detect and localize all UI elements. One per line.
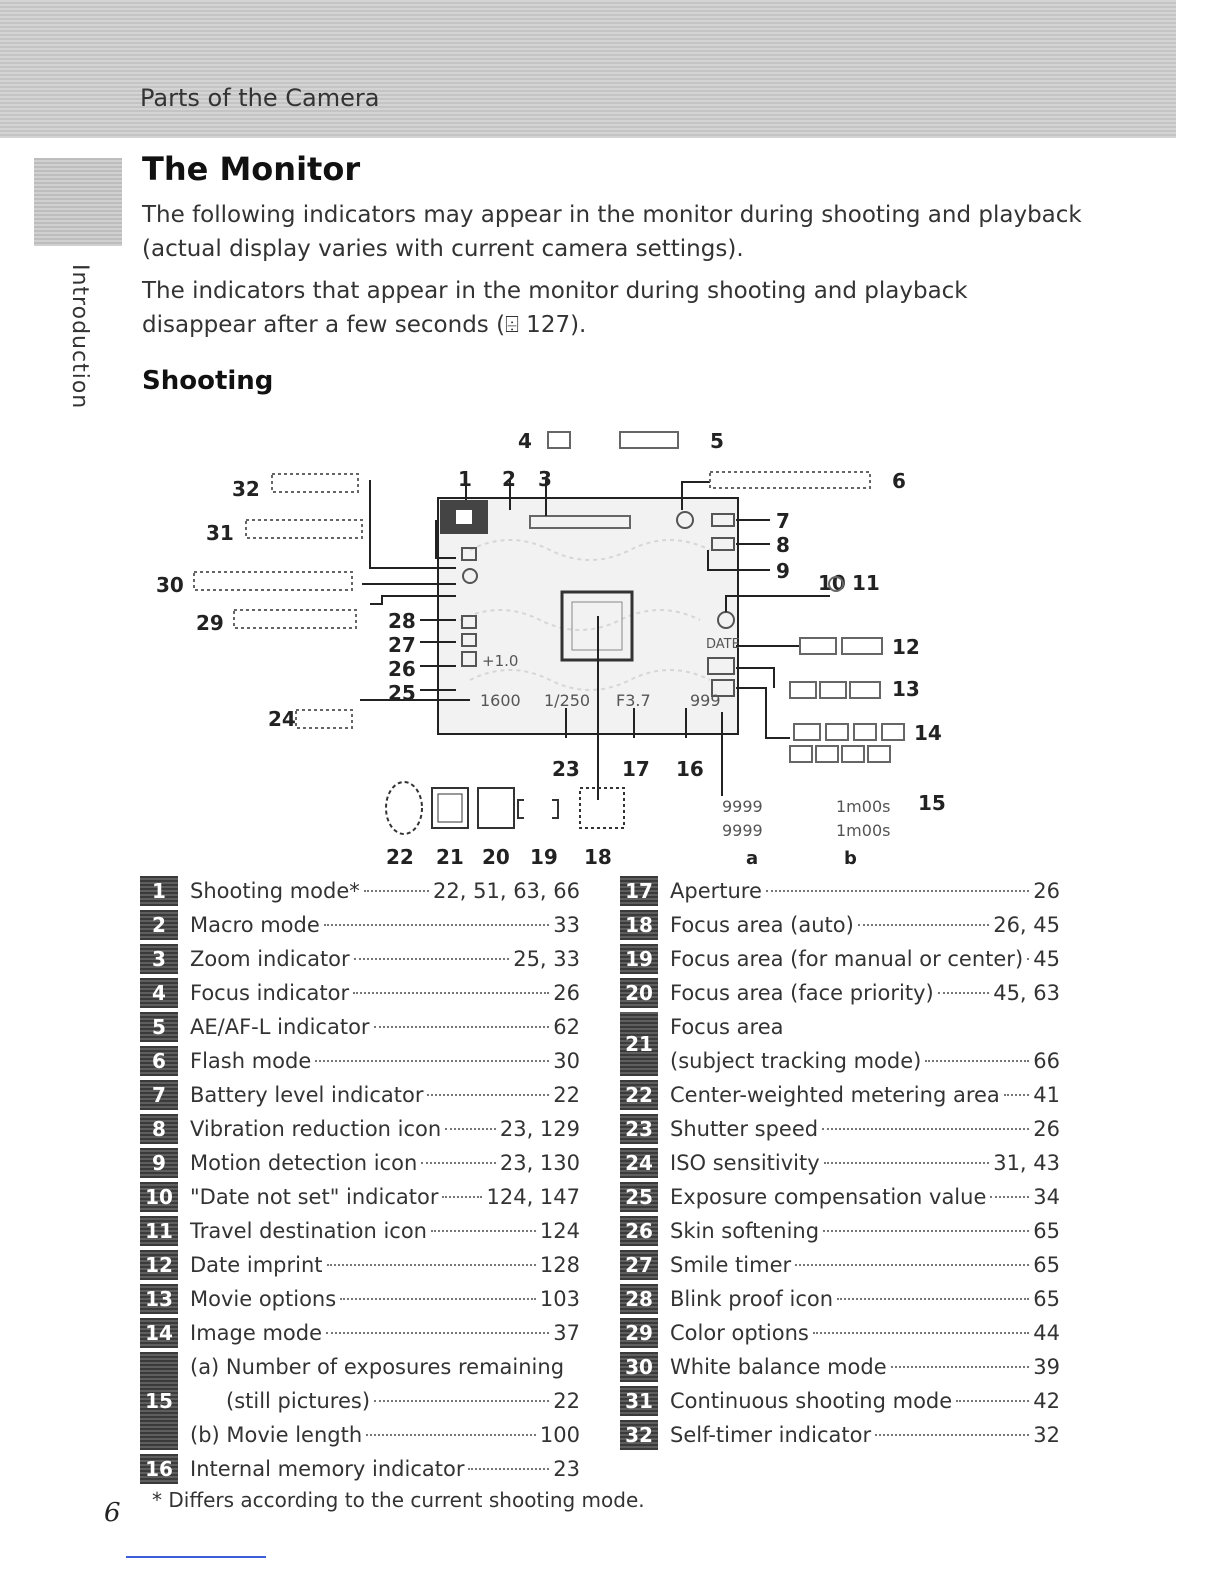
- legend-item-26: [620, 1214, 1060, 1248]
- legend-badge: 24: [620, 1148, 658, 1178]
- legend-item-13: [140, 1282, 580, 1316]
- legend-badge: 1: [140, 876, 178, 906]
- legend-item-29: [620, 1316, 1060, 1350]
- callout-28: 28: [388, 609, 416, 633]
- legend-badge: 30: [620, 1352, 658, 1382]
- legend-item-21: [620, 1010, 1060, 1078]
- legend-label: Shutter speed: [670, 1117, 819, 1141]
- exp-comp-readout: +1.0: [482, 652, 519, 670]
- legend-badge: 28: [620, 1284, 658, 1314]
- callout-7: 7: [776, 509, 790, 533]
- legend-pages: 45, 63: [993, 981, 1060, 1005]
- callout-8: 8: [776, 533, 790, 557]
- callout-10: 10: [818, 571, 846, 595]
- face-priority-area-icon: [478, 788, 514, 828]
- callout-29: 29: [196, 611, 224, 635]
- legend-label: Vibration reduction icon: [190, 1117, 442, 1141]
- legend-pages: 41: [1033, 1083, 1060, 1107]
- legend-label: Motion detection icon: [190, 1151, 418, 1175]
- legend-badge: 11: [140, 1216, 178, 1246]
- callout-23: 23: [552, 757, 580, 781]
- callout-18: 18: [584, 845, 612, 869]
- legend-badge: 3: [140, 944, 178, 974]
- legend-badge: 31: [620, 1386, 658, 1416]
- legend-label: Center-weighted metering area: [670, 1083, 1000, 1107]
- legend-item-2: [140, 908, 580, 942]
- legend-label: Battery level indicator: [190, 1083, 424, 1107]
- movie-b-readout: 1m00s: [836, 821, 891, 840]
- legend-item-28: [620, 1282, 1060, 1316]
- callout-31: 31: [206, 521, 234, 545]
- label-b: b: [844, 848, 857, 869]
- legend-badge: 22: [620, 1080, 658, 1110]
- legend-15a-line1: (a) Number of exposures remaining: [190, 1355, 565, 1379]
- auto-focus-area-icon: [580, 788, 624, 828]
- callout-11: 11: [852, 571, 880, 595]
- legend-badge: 20: [620, 978, 658, 1008]
- legend-label: Aperture: [670, 879, 762, 903]
- callout-26: 26: [388, 657, 416, 681]
- callout-27: 27: [388, 633, 416, 657]
- legend-pages: 26: [553, 981, 580, 1005]
- exposures-a-readout: 9999: [722, 797, 763, 816]
- legend-label: Date imprint: [190, 1253, 323, 1277]
- legend-label: Travel destination icon: [190, 1219, 427, 1243]
- legend-pages: 124: [539, 1219, 580, 1243]
- legend-item-15: [140, 1350, 580, 1452]
- legend-label: Zoom indicator: [190, 947, 350, 971]
- legend-pages: 65: [1033, 1253, 1060, 1277]
- legend-item-32: [620, 1418, 1060, 1452]
- callout-30: 30: [156, 573, 184, 597]
- callout-1: 1: [458, 467, 472, 491]
- legend-item-25: [620, 1180, 1060, 1214]
- legend-pages: 37: [553, 1321, 580, 1345]
- legend-badge: 16: [140, 1454, 178, 1484]
- callout-25: 25: [388, 681, 416, 705]
- legend-pages: 65: [1033, 1219, 1060, 1243]
- legend-badge: 10: [140, 1182, 178, 1212]
- legend-pages: 65: [1033, 1287, 1060, 1311]
- callout-17: 17: [622, 757, 650, 781]
- manual-focus-area-icon: [518, 800, 558, 818]
- movie-a-readout: 1m00s: [836, 797, 891, 816]
- legend-item-31: [620, 1384, 1060, 1418]
- legend-badge: 29: [620, 1318, 658, 1348]
- exposures-readout: 999: [690, 691, 721, 710]
- legend-badge: 25: [620, 1182, 658, 1212]
- legend-badge: 6: [140, 1046, 178, 1076]
- legend-pages: 22, 51, 63, 66: [433, 879, 580, 903]
- legend-item-18: [620, 908, 1060, 942]
- legend-pages: 26, 45: [993, 913, 1060, 937]
- legend-pages: 33: [553, 913, 580, 937]
- monitor-diagram: [0, 420, 1224, 872]
- callout-3: 3: [538, 467, 552, 491]
- legend-badge: 5: [140, 1012, 178, 1042]
- legend-pages: 26: [1033, 1117, 1060, 1141]
- legend-15a-line2: (still pictures): [226, 1389, 371, 1413]
- callout-16: 16: [676, 757, 704, 781]
- legend-badge: 19: [620, 944, 658, 974]
- legend-item-14: [140, 1316, 580, 1350]
- legend-label: Movie options: [190, 1287, 337, 1311]
- callout-24: 24: [268, 707, 296, 731]
- callout-5: 5: [710, 429, 724, 453]
- intro-paragraph-2: The indicators that appear in the monitor during shooting and playback disappear after a few seconds (⌹ 127).: [142, 278, 968, 338]
- callout-9: 9: [776, 559, 790, 583]
- legend-label: ISO sensitivity: [670, 1151, 820, 1175]
- label-a: a: [746, 848, 759, 869]
- legend-item-27: [620, 1248, 1060, 1282]
- legend-label: "Date not set" indicator: [190, 1185, 439, 1209]
- legend-item-20: [620, 976, 1060, 1010]
- legend-label: Shooting mode*: [190, 879, 360, 903]
- legend-label: Smile timer: [670, 1253, 792, 1277]
- legend-item-17: [620, 874, 1060, 908]
- legend-pages: 124, 147: [486, 1185, 580, 1209]
- legend-15a-pages: 22: [553, 1389, 580, 1413]
- legend-item-3: [140, 942, 580, 976]
- legend-badge: 8: [140, 1114, 178, 1144]
- legend-15b-pages: 100: [539, 1423, 580, 1447]
- legend-item-5: [140, 1010, 580, 1044]
- legend-pages: 23, 129: [499, 1117, 580, 1141]
- callout-15: 15: [918, 791, 946, 815]
- legend-21-line1: Focus area: [670, 1015, 784, 1039]
- legend-pages: 23: [553, 1457, 580, 1481]
- legend-item-8: [140, 1112, 580, 1146]
- legend-item-11: [140, 1214, 580, 1248]
- legend-21-pages: 66: [1033, 1049, 1060, 1073]
- callout-22: 22: [386, 845, 414, 869]
- legend-pages: 45: [1033, 947, 1060, 971]
- legend-badge: 13: [140, 1284, 178, 1314]
- legend-label: Exposure compensation value: [670, 1185, 987, 1209]
- bottom-rule: [126, 1556, 266, 1558]
- legend-label: Focus area (auto): [670, 913, 854, 937]
- legend-item-30: [620, 1350, 1060, 1384]
- intro-paragraph-1: The following indicators may appear in the monitor during shooting and playback (actual display varies with current camera settings).: [142, 202, 1082, 262]
- legend-item-1: [140, 874, 580, 908]
- legend-item-22: [620, 1078, 1060, 1112]
- legend-badge: 26: [620, 1216, 658, 1246]
- exposures-b-readout: 9999: [722, 821, 763, 840]
- legend-pages: 30: [553, 1049, 580, 1073]
- callout-13: 13: [892, 677, 920, 701]
- legend-pages: 103: [539, 1287, 580, 1311]
- legend-label: Internal memory indicator: [190, 1457, 465, 1481]
- callout-19: 19: [530, 845, 558, 869]
- legend-label: Focus indicator: [190, 981, 350, 1005]
- legend-badge: 32: [620, 1420, 658, 1450]
- legend-right: [620, 874, 1060, 1452]
- legend-badge: 9: [140, 1148, 178, 1178]
- callout-20: 20: [482, 845, 510, 869]
- legend-item-9: [140, 1146, 580, 1180]
- legend-item-6: [140, 1044, 580, 1078]
- section-header: Parts of the Camera: [140, 84, 380, 112]
- legend-pages: 23, 130: [499, 1151, 580, 1175]
- legend-item-19: [620, 942, 1060, 976]
- side-tab: [34, 158, 122, 246]
- page-number: 6: [104, 1498, 121, 1528]
- callout-32: 32: [232, 477, 260, 501]
- callout-6: 6: [892, 469, 906, 493]
- legend-label: AE/AF-L indicator: [190, 1015, 370, 1039]
- legend-badge: 14: [140, 1318, 178, 1348]
- callout-4: 4: [518, 429, 532, 453]
- footnote: * Differs according to the current shooting mode.: [152, 1488, 645, 1512]
- callout-21: 21: [436, 845, 464, 869]
- callout-12: 12: [892, 635, 920, 659]
- legend-badge: 21: [620, 1012, 658, 1076]
- legend-label: Color options: [670, 1321, 809, 1345]
- legend-item-7: [140, 1078, 580, 1112]
- legend-label: Blink proof icon: [670, 1287, 834, 1311]
- legend-label: Image mode: [190, 1321, 322, 1345]
- legend-badge: 17: [620, 876, 658, 906]
- legend-pages: 32: [1033, 1423, 1060, 1447]
- legend-pages: 42: [1033, 1389, 1060, 1413]
- date-readout: DATE: [706, 637, 740, 652]
- callout-14: 14: [914, 721, 942, 745]
- section-title: Shooting: [142, 366, 274, 396]
- legend-badge: 27: [620, 1250, 658, 1280]
- legend-item-12: [140, 1248, 580, 1282]
- legend-label: Focus area (face priority): [670, 981, 934, 1005]
- legend-15b-label: (b) Movie length: [190, 1423, 363, 1447]
- legend-label: Continuous shooting mode: [670, 1389, 953, 1413]
- legend-badge: 12: [140, 1250, 178, 1280]
- header-band: [0, 0, 1176, 138]
- legend-item-4: [140, 976, 580, 1010]
- legend-item-10: [140, 1180, 580, 1214]
- legend-badge: 7: [140, 1080, 178, 1110]
- legend-badge: 2: [140, 910, 178, 940]
- legend-badge: 4: [140, 978, 178, 1008]
- legend-label: Self-timer indicator: [670, 1423, 872, 1447]
- callout-2: 2: [502, 467, 516, 491]
- legend-pages: 26: [1033, 879, 1060, 903]
- legend-pages: 62: [553, 1015, 580, 1039]
- legend-pages: 128: [539, 1253, 580, 1277]
- legend-badge: 18: [620, 910, 658, 940]
- legend-item-24: [620, 1146, 1060, 1180]
- side-label: Introduction: [67, 264, 92, 410]
- iso-readout: 1600: [480, 691, 521, 710]
- legend-label: Skin softening: [670, 1219, 820, 1243]
- legend-item-16: [140, 1452, 580, 1486]
- legend-pages: 31, 43: [993, 1151, 1060, 1175]
- legend-badge: 15: [140, 1352, 178, 1450]
- legend-pages: 25, 33: [513, 947, 580, 971]
- legend-label: Macro mode: [190, 913, 320, 937]
- aperture-readout: F3.7: [616, 691, 651, 710]
- page-title: The Monitor: [142, 150, 361, 188]
- legend-pages: 44: [1033, 1321, 1060, 1345]
- legend-badge: 23: [620, 1114, 658, 1144]
- legend-label: Flash mode: [190, 1049, 312, 1073]
- legend-pages: 39: [1033, 1355, 1060, 1379]
- legend-left: [140, 874, 580, 1486]
- legend-21-line2: (subject tracking mode): [670, 1049, 922, 1073]
- legend-pages: 34: [1033, 1185, 1060, 1209]
- legend-pages: 22: [553, 1083, 580, 1107]
- legend-item-23: [620, 1112, 1060, 1146]
- center-weighted-area-icon: [386, 782, 422, 834]
- shutter-readout: 1/250: [544, 691, 591, 710]
- legend-label: White balance mode: [670, 1355, 887, 1379]
- legend-label: Focus area (for manual or center): [670, 947, 1024, 971]
